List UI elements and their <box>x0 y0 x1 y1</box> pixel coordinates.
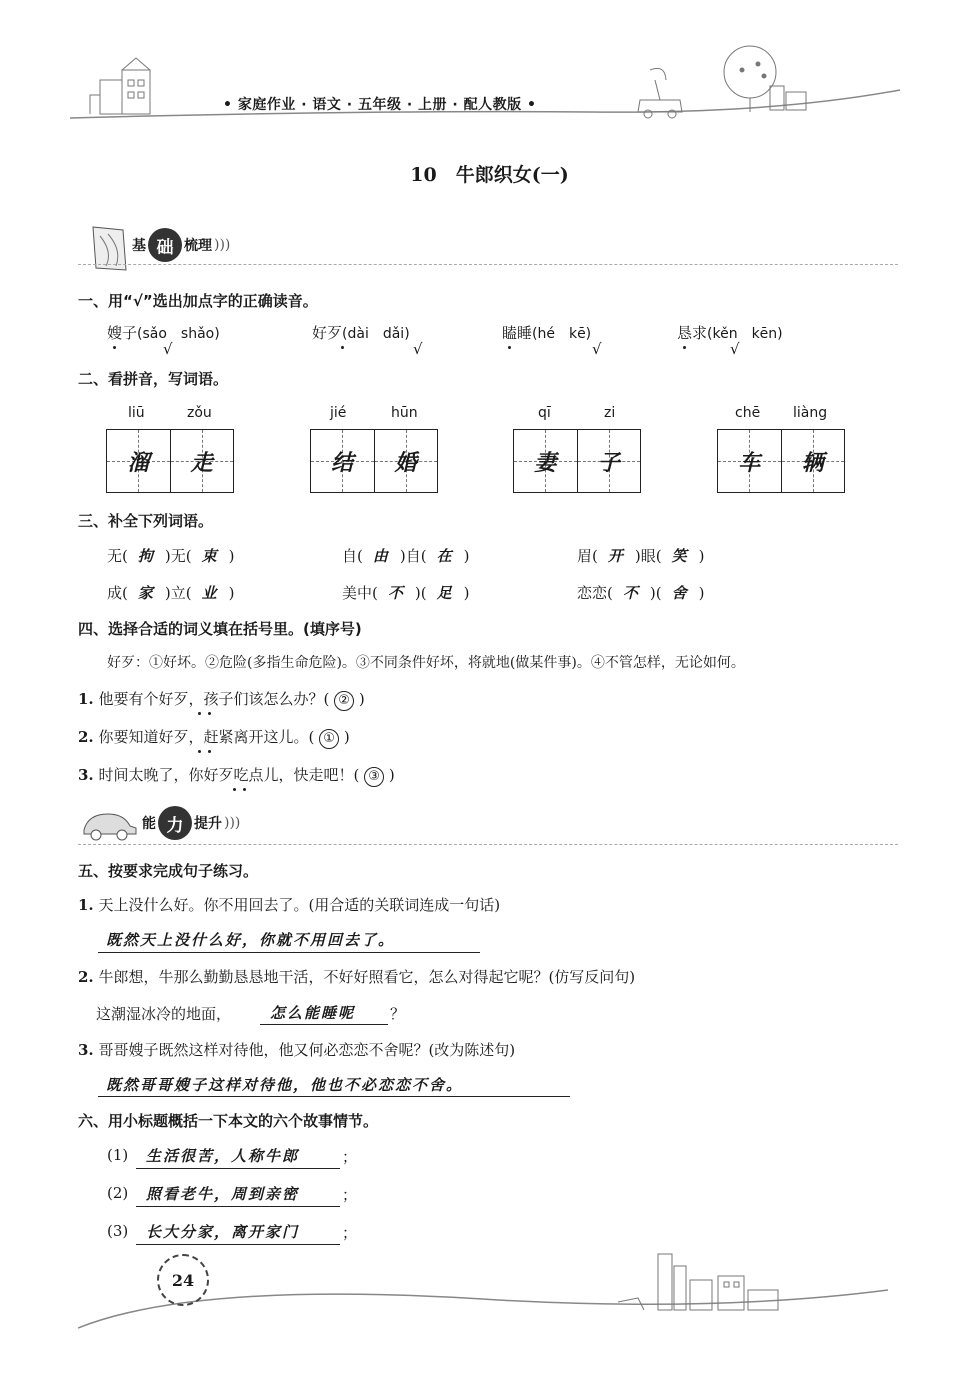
q6-heading: 六、用小标题概括一下本文的六个故事情节。 <box>78 1112 379 1130</box>
q1-heading: 一、用“√”选出加点字的正确读音。 <box>78 292 318 310</box>
header-text: • 家庭作业 · 语文 · 五年级 · 上册 · 配人教版 • <box>223 97 537 113</box>
check-mark: √ <box>730 340 740 358</box>
q5-answer-3: 既然哥哥嫂子这样对待他，他也不必恋恋不舍。 <box>106 1076 464 1094</box>
q2-grid-3 <box>513 429 641 493</box>
q2-py: liàng <box>793 405 828 421</box>
q6-answer-1: 生活很苦，人称牛郎 <box>146 1147 300 1165</box>
grid-char: 车 <box>738 449 761 476</box>
banner-2-circle: 力 <box>158 806 192 840</box>
q2-grid-1 <box>106 429 234 493</box>
q1-item-4: 恳求(kěn kēn) <box>677 324 783 342</box>
emphasis-dot <box>233 788 236 791</box>
q6-end-3: ； <box>342 1224 358 1242</box>
q5-item-3: 3. 哥哥嫂子既然这样对待他，他又何必恋恋不舍呢？(改为陈述句) <box>78 1041 516 1059</box>
banner-2-post: 提升 <box>194 816 222 832</box>
banner-2: 能 力 提升 ))) <box>142 806 240 840</box>
q3-r2-1: 成( 家 )立( 业 ) <box>107 584 235 602</box>
emphasis-dot <box>198 750 201 753</box>
q6-answer-3: 长大分家，离开家门 <box>146 1223 300 1241</box>
emphasis-dot <box>113 346 116 349</box>
q4-item-2: 2. 你要知道好歹，赶紧离开这儿。( ① ) <box>78 726 350 749</box>
q5-item-2-end: ？ <box>390 1005 406 1023</box>
q6-answer-2: 照看老牛，周到亲密 <box>146 1185 300 1203</box>
q4-heading: 四、选择合适的词义填在括号里。(填序号) <box>78 620 362 638</box>
grid-char: 走 <box>190 449 213 476</box>
q2-py: qī <box>538 405 551 421</box>
answer-line <box>136 1144 340 1169</box>
grid-char: 妻 <box>534 449 557 476</box>
q5-heading: 五、按要求完成句子练习。 <box>78 862 259 880</box>
banner-2-rule <box>78 844 898 845</box>
q1-item-2: 好歹(dài dǎi) <box>312 324 410 342</box>
banner-1-rule <box>78 264 898 265</box>
q2-grid-2 <box>310 429 438 493</box>
answer-line <box>260 1000 388 1025</box>
page-number: 24 <box>157 1254 209 1306</box>
q4-definition: 好歹：①好坏。②危险(多指生命危险)。③不同条件好坏，将就地(做某件事)。④不管怎样，无论如何。 <box>107 655 745 671</box>
q1-item-1: 嫂子(sǎo shǎo) <box>107 324 220 342</box>
grid-char: 辆 <box>801 449 824 476</box>
q3-r1-2: 自( 由 )自( 在 ) <box>342 547 470 565</box>
q2-heading: 二、看拼音，写词语。 <box>78 370 229 388</box>
answer-line <box>98 1072 570 1097</box>
banner-2-icon <box>78 808 142 842</box>
q5-item-2-prompt: 这潮湿冰冷的地面， <box>96 1005 232 1023</box>
q4-item-1: 1. 他要有个好歹，孩子们该怎么办？( ② ) <box>78 688 365 711</box>
q2-grid-4 <box>717 429 845 493</box>
grid-char: 结 <box>331 449 354 476</box>
banner-1-circle: 础 <box>148 228 182 262</box>
banner-1: 基 础 梳理 ))) <box>132 228 230 262</box>
grid-char: 子 <box>597 449 620 476</box>
check-mark: √ <box>163 340 173 358</box>
emphasis-dot <box>508 346 511 349</box>
q1-item-3: 瞌睡(hé kē) <box>502 324 592 342</box>
q2-py: liū <box>128 405 145 421</box>
q5-item-1: 1. 天上没什么好。你不用回去了。(用合适的关联词连成一句话) <box>78 896 501 914</box>
answer-line <box>136 1182 340 1207</box>
q2-py: zǒu <box>187 405 212 421</box>
q3-r2-2: 美中( 不 )( 足 ) <box>342 584 470 602</box>
q6-item-3: (3) <box>107 1222 129 1240</box>
q6-end-2: ； <box>342 1186 358 1204</box>
grid-char: 溜 <box>127 449 150 476</box>
q6-item-2: (2) <box>107 1184 129 1202</box>
emphasis-dot <box>208 750 211 753</box>
answer-line <box>98 928 480 953</box>
banner-1-pre: 基 <box>132 238 146 254</box>
emphasis-dot <box>208 712 211 715</box>
q5-item-2: 2. 牛郎想，牛那么勤勤恳恳地干活，不好好照看它，怎么对得起它呢？(仿写反问句) <box>78 968 636 986</box>
q3-r1-3: 眉( 开 )眼( 笑 ) <box>577 547 705 565</box>
banner-1-icon <box>88 222 138 274</box>
q4-item-3: 3. 时间太晚了，你好歹吃点儿，快走吧！( ③ ) <box>78 764 395 787</box>
emphasis-dot <box>243 788 246 791</box>
q3-heading: 三、补全下列词语。 <box>78 512 214 530</box>
emphasis-dot <box>341 346 344 349</box>
emphasis-dot <box>198 712 201 715</box>
emphasis-dot <box>683 346 686 349</box>
q6-item-1: (1) <box>107 1146 129 1164</box>
check-mark: √ <box>592 340 602 358</box>
q2-py: zi <box>604 405 616 421</box>
q5-answer-1: 既然天上没什么好，你就不用回去了。 <box>106 931 396 949</box>
banner-2-pre: 能 <box>142 816 156 832</box>
q6-end-1: ； <box>342 1148 358 1166</box>
q2-py: chē <box>735 405 761 421</box>
q2-py: jié <box>330 405 347 421</box>
q2-py: hūn <box>391 405 418 421</box>
check-mark: √ <box>413 340 423 358</box>
q5-answer-2: 怎么能睡呢 <box>270 1004 356 1022</box>
q3-r1-1: 无( 拘 )无( 束 ) <box>107 547 235 565</box>
q3-r2-3: 恋恋( 不 )( 舍 ) <box>577 584 705 602</box>
header-decoration <box>70 40 910 130</box>
grid-char: 婚 <box>394 449 417 476</box>
banner-1-post: 梳理 <box>184 238 212 254</box>
page-title: 10 牛郎织女(一) <box>410 164 569 186</box>
